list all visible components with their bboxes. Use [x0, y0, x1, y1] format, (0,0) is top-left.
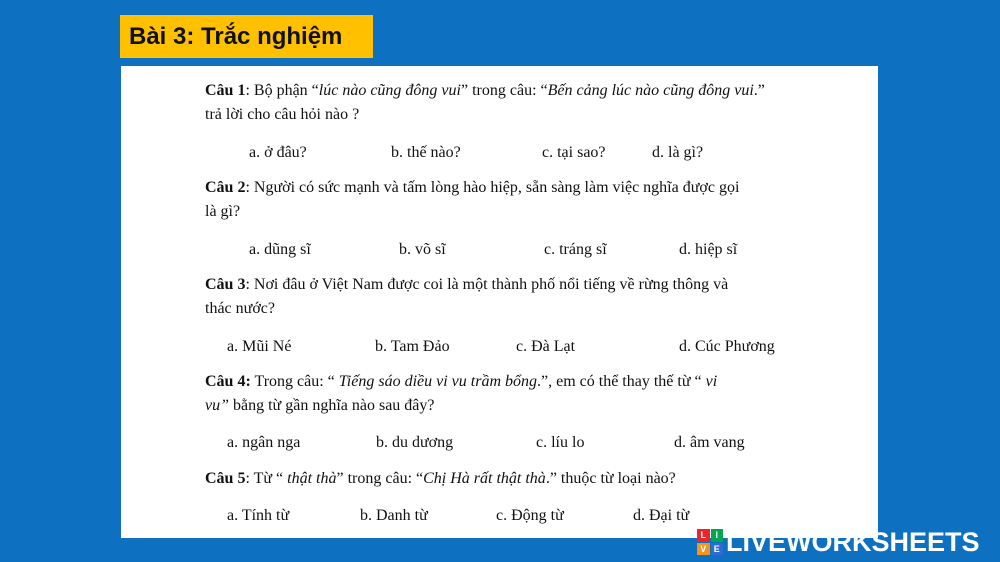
- section-title: Bài 3: Trắc nghiệm: [129, 22, 343, 50]
- logo-letter-l: L: [697, 529, 710, 542]
- question-2-label: Câu 2: [205, 179, 246, 196]
- section-title-box: [120, 15, 373, 58]
- question-3-option-b[interactable]: b. Tam Đảo: [375, 338, 450, 355]
- question-4-label: Câu 4:: [205, 373, 251, 390]
- question-1-option-b[interactable]: b. thế nào?: [391, 144, 461, 161]
- question-4-option-b[interactable]: b. du dương: [376, 434, 454, 451]
- question-2-line-1: Câu 2: Người có sức mạnh và tấm lòng hào hiệp, sẵn sàng làm việc nghĩa được gọi: [205, 179, 740, 196]
- question-2-option-b[interactable]: b. võ sĩ: [399, 241, 446, 258]
- question-1-phrase: lúc nào cũng đông vui: [318, 82, 461, 99]
- question-5-option-d[interactable]: d. Đại từ: [633, 507, 690, 524]
- question-2-option-d[interactable]: d. hiệp sĩ: [679, 241, 738, 258]
- logo-letter-e: E: [711, 543, 724, 556]
- question-4-option-d[interactable]: d. âm vang: [674, 434, 745, 451]
- question-3-option-c[interactable]: c. Đà Lạt: [516, 338, 576, 355]
- question-3-option-d[interactable]: d. Cúc Phương: [679, 338, 775, 355]
- liveworksheets-logo: [697, 527, 980, 557]
- question-1-line-1: Câu 1: Bộ phận “lúc nào cũng đông vui” trong câu: “Bến cảng lúc nào cũng đông vui.”: [205, 82, 765, 99]
- logo-letter-v: V: [697, 543, 710, 556]
- question-2-option-c[interactable]: c. tráng sĩ: [544, 241, 607, 258]
- question-5-option-b[interactable]: b. Danh từ: [360, 507, 428, 524]
- question-5-option-a[interactable]: a. Tính từ: [227, 507, 290, 524]
- question-4-sentence: Tiếng sáo diều vi vu trầm bổng: [338, 373, 537, 390]
- question-3-option-a[interactable]: a. Mũi Né: [227, 338, 292, 355]
- question-1-option-c[interactable]: c. tại sao?: [542, 144, 606, 161]
- question-1-line-2: trả lời cho câu hỏi nào ?: [205, 106, 360, 123]
- question-4-line-2: vu” bằng từ gần nghĩa nào sau đây?: [205, 397, 435, 414]
- question-5-sentence: Chị Hà rất thật thà: [423, 470, 546, 487]
- worksheet-page: [121, 66, 878, 538]
- question-1-option-d[interactable]: d. là gì?: [652, 144, 704, 161]
- question-3-label: Câu 3: [205, 276, 246, 293]
- question-1-option-a[interactable]: a. ở đâu?: [249, 144, 307, 161]
- question-2-option-a[interactable]: a. dũng sĩ: [249, 241, 311, 258]
- question-4-option-c[interactable]: c. líu lo: [536, 434, 585, 451]
- question-1-label: Câu 1: [205, 82, 246, 99]
- brand-text: LIVEWORKSHEETS: [726, 526, 980, 557]
- question-4-line-1: Câu 4: Trong câu: “ Tiếng sáo diều vi vu trầm bổng.”, em có thể thay thế từ “ vi: [205, 373, 718, 390]
- question-2-line-2: là gì?: [205, 203, 241, 220]
- question-5-line-1: Câu 5: Từ “ thật thà” trong câu: “Chị Hà rất thật thà.” thuộc từ loại nào?: [205, 470, 676, 487]
- question-5-option-c[interactable]: c. Động từ: [496, 507, 564, 524]
- question-3-line-2: thác nước?: [205, 300, 275, 317]
- question-3-line-1: Câu 3: Nơi đâu ở Việt Nam được coi là một thành phố nổi tiếng về rừng thông và: [205, 276, 729, 293]
- live-logo-icon: [697, 529, 723, 555]
- question-5-word: thật thà: [287, 470, 337, 487]
- question-4-option-a[interactable]: a. ngân nga: [227, 434, 301, 451]
- logo-letter-i: I: [711, 529, 724, 542]
- question-1-sentence: Bến cảng lúc nào cũng đông vui: [547, 82, 754, 99]
- question-5-label: Câu 5: [205, 470, 246, 487]
